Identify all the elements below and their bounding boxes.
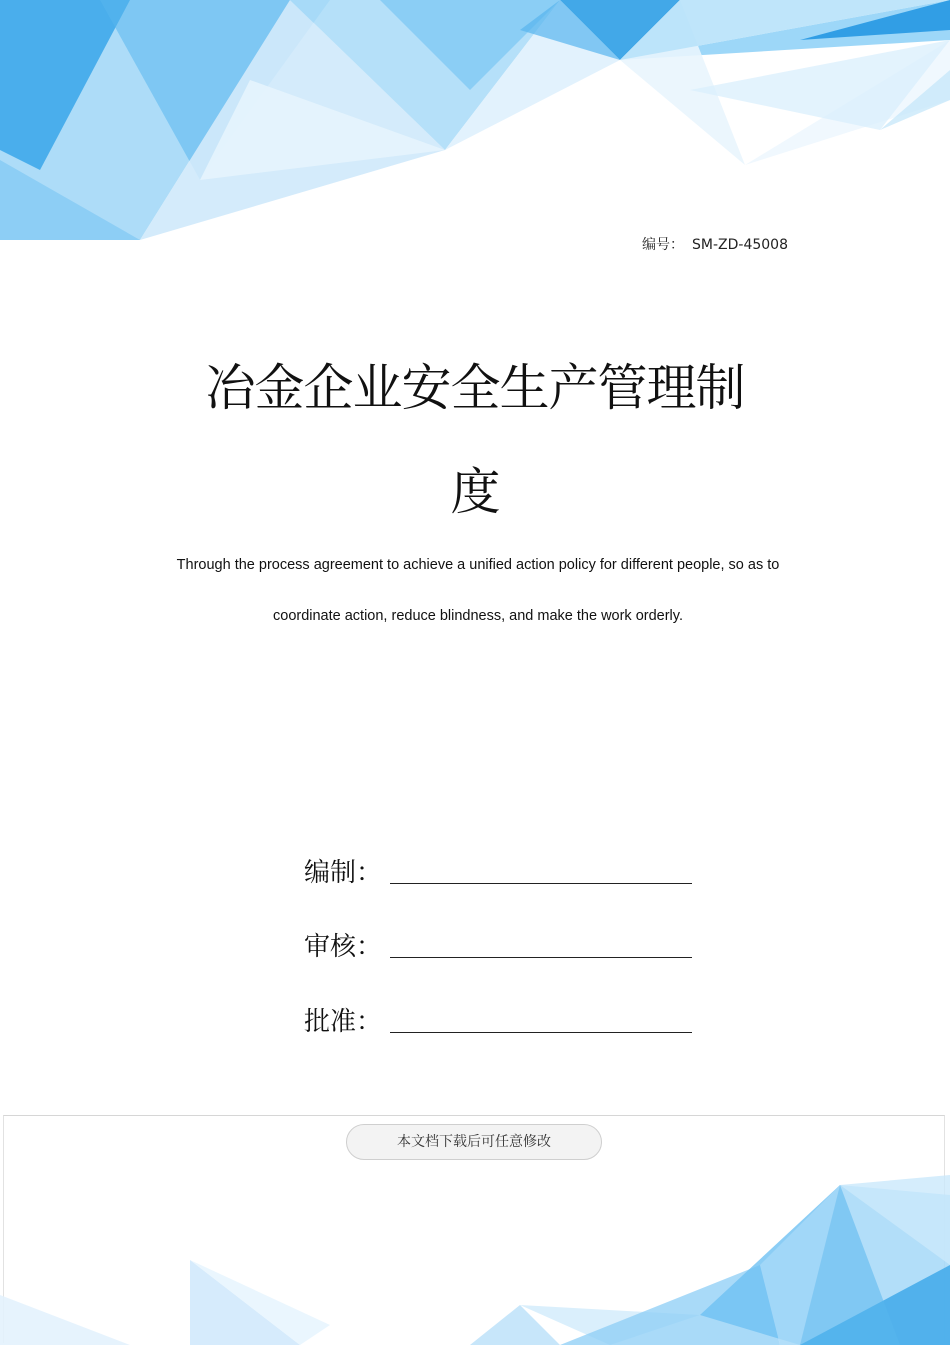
signature-line-approved bbox=[390, 1032, 692, 1033]
document-title-line-1: 冶金企业安全生产管理制 bbox=[205, 359, 745, 417]
signature-row-approved bbox=[304, 1001, 704, 1037]
signature-line-reviewed bbox=[390, 957, 692, 958]
signature-label-approved: 批准： bbox=[304, 1007, 383, 1037]
signature-line-compiled bbox=[390, 883, 692, 884]
document-number bbox=[520, 234, 788, 254]
signature-row-reviewed bbox=[304, 926, 704, 962]
editable-notice-text: 本文档下载后可任意修改 bbox=[397, 1134, 551, 1150]
document-title bbox=[150, 336, 800, 544]
document-subtitle-line-1: Through the process agreement to achieve a unified action policy for different people, so as to bbox=[176, 557, 780, 573]
document-subtitle bbox=[120, 540, 836, 642]
document-number-label: 编号： bbox=[642, 237, 685, 253]
editable-notice-badge bbox=[346, 1124, 602, 1160]
signature-row-compiled bbox=[304, 852, 704, 888]
document-number-value: SM-ZD-45008 bbox=[692, 237, 788, 253]
header-decoration bbox=[0, 0, 950, 260]
signature-label-compiled: 编制： bbox=[304, 858, 383, 888]
signature-label-reviewed: 审核： bbox=[304, 932, 383, 962]
document-subtitle-line-2: coordinate action, reduce blindness, and make the work orderly. bbox=[273, 608, 683, 624]
document-title-line-2: 度 bbox=[450, 463, 500, 521]
